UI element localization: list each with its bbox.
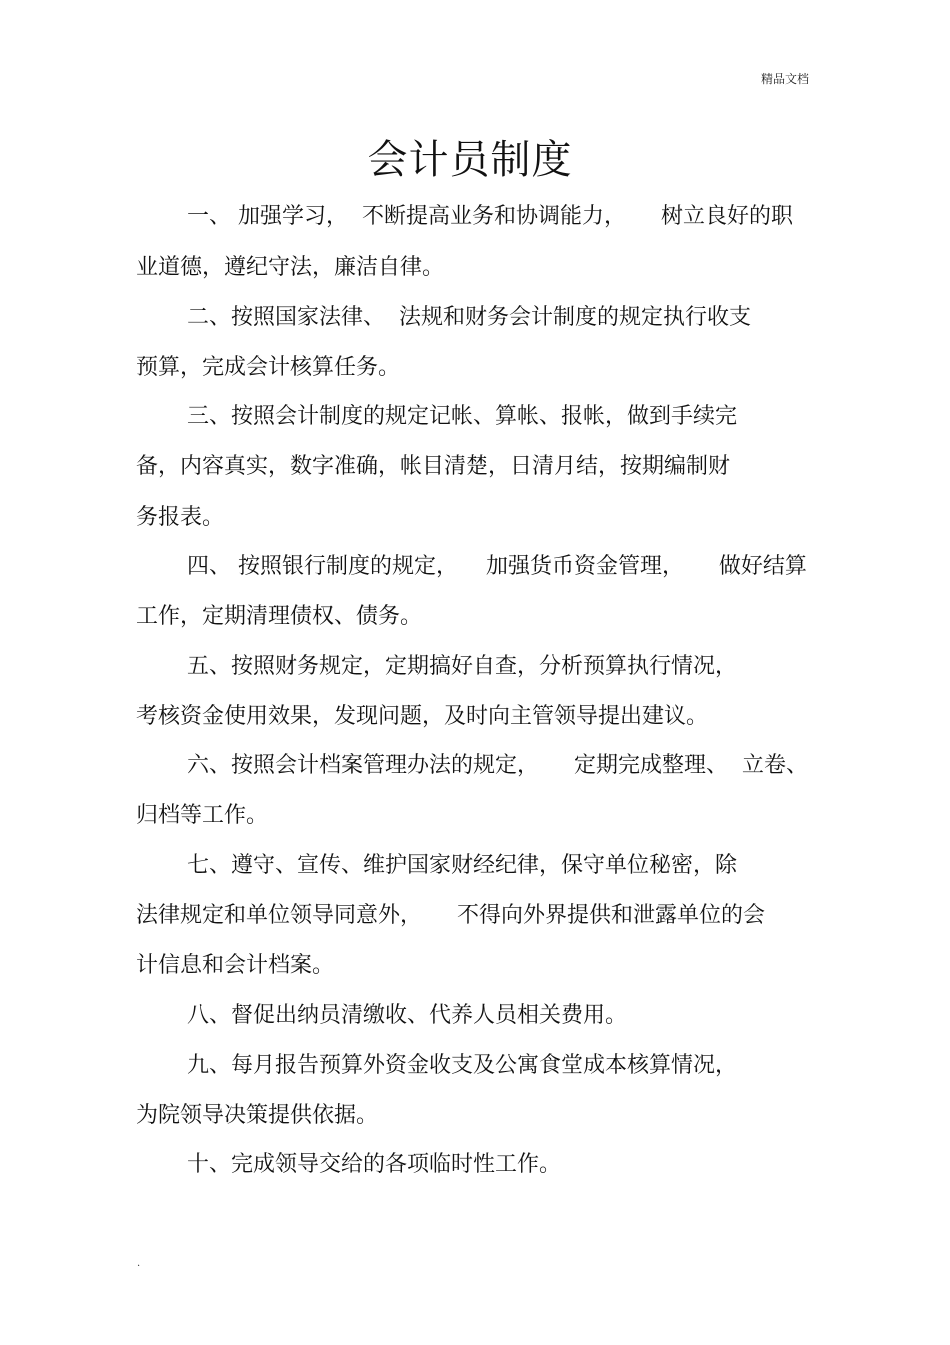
paragraph-9-line-2: 为院领导决策提供依据。 <box>136 1103 379 1128</box>
document-title: 会计员制度 <box>367 137 573 183</box>
paragraph-3-line-3: 务报表。 <box>136 505 225 530</box>
paragraph-1-line-2: 业道德，遵纪守法，廉洁自律。 <box>136 255 445 280</box>
paragraph-5-line-1: 五、按照财务规定，定期搞好自查，分析预算执行情况， <box>187 654 738 679</box>
paragraph-9-line-1: 九、每月报告预算外资金收支及公寓食堂成本核算情况， <box>187 1053 738 1078</box>
paragraph-7-line-3: 计信息和会计档案。 <box>136 953 335 978</box>
footer-mark: . <box>137 1258 141 1269</box>
paragraph-10-line-1: 十、完成领导交给的各项临时性工作。 <box>187 1152 562 1177</box>
paragraph-6-line-2: 归档等工作。 <box>136 803 269 828</box>
paragraph-2-line-1: 二、按照国家法律、 法规和财务会计制度的规定执行收支 <box>187 305 751 330</box>
paragraph-7-line-1: 七、遵守、宣传、维护国家财经纪律，保守单位秘密，除 <box>187 853 738 878</box>
paragraph-4-line-1: 四、 按照银行制度的规定， 加强货币资金管理， 做好结算 <box>187 554 807 579</box>
paragraph-3-line-2: 备，内容真实，数字准确，帐目清楚，日清月结，按期编制财 <box>136 454 731 479</box>
paragraph-7-line-2: 法律规定和单位领导同意外， 不得向外界提供和泄露单位的会 <box>136 903 765 928</box>
paragraph-1-line-1: 一、 加强学习， 不断提高业务和协调能力， 树立良好的职 <box>187 204 793 229</box>
paragraph-5-line-2: 考核资金使用效果，发现问题，及时向主管领导提出建议。 <box>136 704 709 729</box>
paragraph-4-line-2: 工作，定期清理债权、债务。 <box>136 604 423 629</box>
header-tag: 精品文档 <box>760 72 809 86</box>
paragraph-6-line-1: 六、按照会计档案管理办法的规定， 定期完成整理、 立卷、 <box>187 753 808 778</box>
paragraph-3-line-1: 三、按照会计制度的规定记帐、算帐、报帐，做到手续完 <box>187 404 738 429</box>
paragraph-8-line-1: 八、督促出纳员清缴收、代养人员相关费用。 <box>187 1003 628 1028</box>
paragraph-2-line-2: 预算，完成会计核算任务。 <box>136 355 401 380</box>
